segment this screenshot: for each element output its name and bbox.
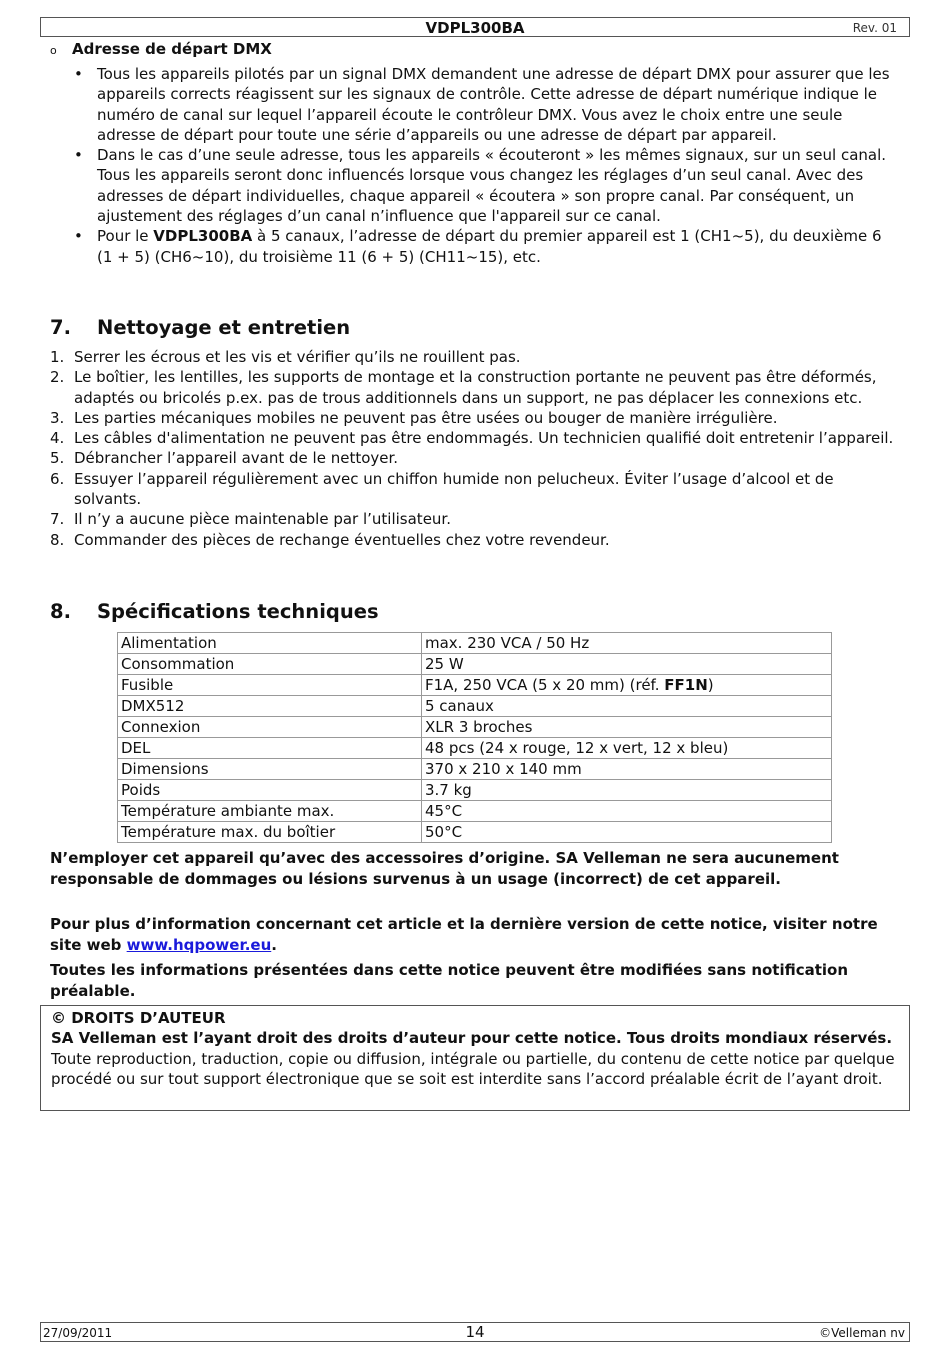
spec-key: Température max. du boîtier — [118, 822, 422, 843]
spec-key: Consommation — [118, 654, 422, 675]
list-item — [50, 347, 900, 367]
website-link[interactable]: www.hqpower.eu — [126, 935, 272, 954]
spec-value: 45°C — [422, 801, 832, 822]
change-note: Toutes les informations présentées dans cette notice peuvent être modifiées sans notification préalable. — [50, 961, 849, 1000]
dmx-heading-text: Adresse de départ DMX — [72, 40, 272, 58]
item-number: 7. — [50, 510, 65, 529]
item-text: Commander des pièces de rechange éventuelles chez votre revendeur. — [74, 530, 610, 549]
list-item — [50, 408, 900, 428]
info-note-text: Pour plus d’information concernant cet article et la dernière version de cette notice, visiter notre site web — [50, 915, 878, 954]
spec-value — [422, 675, 832, 696]
model-name: VDPL300BA — [153, 227, 253, 246]
dmx-bullet-list — [74, 64, 900, 267]
copyright-box — [40, 1005, 910, 1111]
fuse-ref: FF1N — [664, 676, 708, 694]
table-row — [118, 675, 832, 696]
item-number: 8. — [50, 530, 65, 549]
spec-value: 48 pcs (24 x rouge, 12 x vert, 12 x bleu) — [422, 738, 832, 759]
list-item — [74, 145, 900, 226]
accessories-note: N’employer cet appareil qu’avec des accessoires d’origine. SA Velleman ne sera aucunement responsable de dommages ou lésions survenus à un usage (incorrect) de cet appareil. — [50, 849, 839, 888]
bullet-text: Tous les appareils pilotés par un signal DMX demandent une adresse de départ DMX pour assurer que les appareils corrects réagissent sur les signaux de contrôle. Cette adresse de départ numérique indique le numéro de canal sur lequel l’appareil écoute le contrôleur DMX. Vous avez le choix entre une seule adresse de départ pour toute une série d’appareils ou une adresse de départ par appareil. — [97, 65, 890, 144]
bullet-text-post: à 5 canaux, l’adresse de départ du premier appareil est 1 (CH1~5), du deuxième 6 (1 + 5) (CH6~10), du troisième 11 (6 + 5) (CH11~15), etc. — [97, 227, 882, 266]
spec-key: DMX512 — [118, 696, 422, 717]
bullet-icon: • — [74, 146, 83, 165]
header-revision: Rev. 01 — [852, 21, 897, 35]
list-item — [50, 509, 900, 529]
copyright-rest: Toute reproduction, traduction, copie ou diffusion, intégrale ou partielle, du contenu de cette notice par quelque procédé ou sur tout support électronique que se soit est interdite sans l’accord préalable écrit de l’ayant droit. — [51, 1049, 895, 1088]
copyright-bold: SA Velleman est l’ayant droit des droits d’auteur pour cette notice. Tous droits mondiaux réservés. — [51, 1029, 893, 1048]
circle-bullet-icon: o — [50, 44, 57, 57]
section-heading-specs — [50, 600, 379, 623]
table-row — [118, 738, 832, 759]
section-title: Spécifications techniques — [97, 600, 379, 623]
table-row — [118, 822, 832, 843]
item-text: Il n’y a aucune pièce maintenable par l’utilisateur. — [74, 510, 451, 529]
bullet-text: Dans le cas d’une seule adresse, tous les appareils « écouteront » les mêmes signaux, sur un seul canal. Tous les appareils seront donc influencés lorsque vous changez les réglages d’un seul canal. Avec des adresses de départ individuelles, chaque appareil « écoutera » son propre canal. Par conséquent, un ajustement des réglages d’un canal n’influence que l'appareil sur ce canal. — [97, 146, 887, 226]
spec-key: Connexion — [118, 717, 422, 738]
list-item — [50, 469, 900, 510]
list-item — [50, 428, 900, 448]
list-item — [50, 448, 900, 468]
spec-table — [117, 632, 832, 843]
item-text: Serrer les écrous et les vis et vérifier qu’ils ne rouillent pas. — [74, 348, 521, 366]
maintenance-list — [50, 347, 900, 550]
dmx-subheading — [50, 40, 272, 58]
item-number: 5. — [50, 449, 65, 468]
spec-key: DEL — [118, 738, 422, 759]
header-title: VDPL300BA — [425, 19, 525, 37]
table-row — [118, 696, 832, 717]
table-row — [118, 654, 832, 675]
copyright-title: © DROITS D’AUTEUR — [51, 1009, 226, 1027]
spec-key: Poids — [118, 780, 422, 801]
info-note — [50, 914, 910, 955]
list-item — [50, 367, 900, 408]
bullet-icon: • — [74, 65, 83, 83]
bullet-icon: • — [74, 227, 83, 246]
item-number: 1. — [50, 348, 65, 366]
item-number: 3. — [50, 408, 65, 427]
spec-value: 5 canaux — [422, 696, 832, 717]
list-item — [74, 64, 900, 145]
spec-key: Alimentation — [118, 633, 422, 654]
section-number: 7. — [50, 316, 71, 339]
list-item — [74, 226, 900, 267]
table-row — [118, 780, 832, 801]
spec-value: max. 230 VCA / 50 Hz — [422, 633, 832, 654]
info-note-end: . — [271, 935, 277, 954]
spec-value: 3.7 kg — [422, 780, 832, 801]
bullet-text-pre: Pour le — [97, 227, 154, 246]
footer-date: 27/09/2011 — [43, 1326, 113, 1340]
spec-key: Fusible — [118, 675, 422, 696]
table-row — [118, 759, 832, 780]
spec-value: XLR 3 broches — [422, 717, 832, 738]
copyright-text — [51, 1028, 899, 1089]
footer-copyright: ©Velleman nv — [819, 1326, 905, 1340]
section-number: 8. — [50, 600, 71, 623]
spec-value-post: ) — [707, 676, 714, 694]
spec-value-pre: F1A, 250 VCA (5 x 20 mm) (réf. — [425, 676, 665, 694]
item-number: 2. — [50, 368, 65, 387]
item-text: Essuyer l’appareil régulièrement avec un chiffon humide non pelucheux. Éviter l’usage d’alcool et de solvants. — [74, 469, 834, 509]
item-number: 6. — [50, 469, 65, 488]
item-text: Les câbles d'alimentation ne peuvent pas être endommagés. Un technicien qualifié doit entretenir l’appareil. — [74, 429, 894, 448]
spec-value: 25 W — [422, 654, 832, 675]
page-header — [40, 17, 910, 37]
section-title: Nettoyage et entretien — [97, 316, 351, 339]
page-number: 14 — [465, 1323, 485, 1341]
item-text: Les parties mécaniques mobiles ne peuvent pas être usées ou bouger de manière irrégulière. — [74, 408, 778, 427]
spec-key: Dimensions — [118, 759, 422, 780]
spec-value: 370 x 210 x 140 mm — [422, 759, 832, 780]
section-heading-maintenance — [50, 316, 350, 339]
list-item — [50, 530, 900, 550]
item-number: 4. — [50, 429, 65, 448]
spec-key: Température ambiante max. — [118, 801, 422, 822]
page-footer — [40, 1322, 910, 1342]
table-row — [118, 717, 832, 738]
item-text: Débrancher l’appareil avant de le nettoyer. — [74, 449, 399, 468]
spec-value: 50°C — [422, 822, 832, 843]
table-row — [118, 633, 832, 654]
item-text: Le boîtier, les lentilles, les supports de montage et la construction portante ne peuvent pas être déformés, adaptés ou bricolés p.ex. pas de trous additionnels dans un support, ne pas déplacer les connexions etc. — [74, 368, 877, 407]
table-row — [118, 801, 832, 822]
